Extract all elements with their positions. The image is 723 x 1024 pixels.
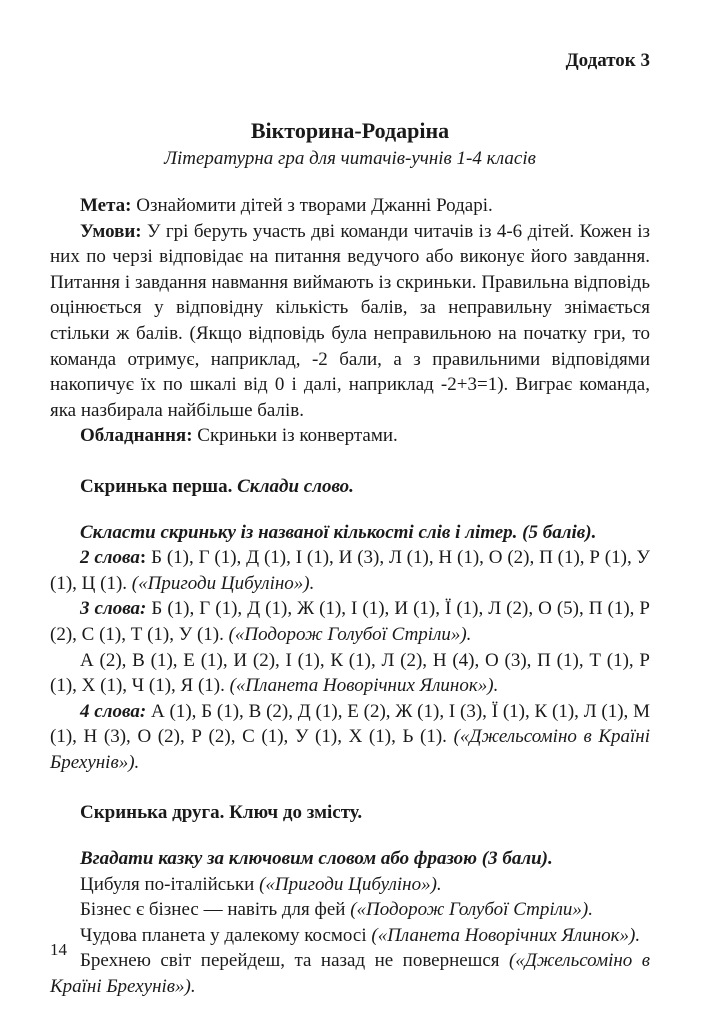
box2-heading: Скринька друга. Ключ до змісту. [80,802,363,824]
equipment-label: Обладнання: [80,425,193,447]
item-text: Чудова планета у далекому космосі [80,924,372,946]
item-book-title: («Пригоди Цибуліно»). [259,873,442,895]
equipment-paragraph [50,423,650,449]
item-book-title: («Пригоди Цибуліно»). [131,572,315,594]
box1-item [50,596,650,647]
item-text: Брехнею світ перейдеш, та назад не повернешся [80,950,509,972]
box2-item [50,948,650,999]
item-letters: А (1), Б (1), В (2), Д (1), Е (2), Ж (1), І (3), Ї (1), К (1), Л (1), М (1), Н (3), О (2), Р (2), С (1), У (1), Х (1), Ь (1). [50,700,650,748]
box1-item [50,648,650,699]
box1-task: Скласти скриньку із названої кількості слів і літер. (5 балів). [80,521,597,543]
item-label: 3 слова: [80,598,147,620]
item-text: Бізнес є бізнес — навіть для фей [80,899,351,921]
item-letters: Б (1), Г (1), Д (1), І (1), И (3), Л (1), Н (1), О (2), П (1), Р (1), У (1), Ц (1). [50,547,650,594]
box1-heading-italic: Склади слово. [237,475,354,497]
box2-item [50,897,650,923]
goal-text: Ознайомити дітей з творами Джанні Родарі. [131,195,493,216]
item-label-sep: : [139,547,147,569]
page-title: Вікторина-Родаріна [250,118,450,143]
rules-label: Умови: [80,220,142,242]
item-label: 2 слова [80,547,140,569]
item-book-title: («Джельсоміно в Країні Брехунів»). [50,726,650,773]
goal-label: Мета: [80,195,132,216]
item-book-title: («Подорож Голубої Стріли»). [350,899,594,921]
equipment-text: Скриньки із конвертами. [192,425,398,447]
document-body [50,193,650,1000]
item-book-title: («Подорож Голубої Стріли»). [228,623,472,645]
box2-task: Вгадати казку за ключовим словом або фразою (3 бали). [80,848,553,870]
box1-item [50,699,650,776]
box1-item [50,545,650,596]
appendix-label: Додаток 3 [565,50,650,71]
rules-paragraph [50,219,650,424]
page-subtitle: Літературна гра для читачів-учнів 1-4 класів [164,148,536,169]
item-letters: Б (1), Г (1), Д (1), Ж (1), І (1), И (1), Ї (1), Л (2), О (5), П (1), Р (2), С (1), Т (1), У (1). [50,598,650,645]
box1-heading [50,474,650,500]
page-number: 14 [50,940,67,959]
item-text: Цибуля по-італійськи [80,873,260,895]
box2-item [50,923,650,949]
document-page [50,0,650,1024]
goal-paragraph [50,193,650,219]
item-label: 4 слова: [80,700,147,722]
item-book-title: («Джельсоміно в Країні Брехунів»). [50,950,650,998]
rules-text: У грі беруть участь дві команди читачів із 4-6 дітей. Кожен із них по черзі відповідає на питання ведучого або виконує його завдання. Питання і завдання навмання виймають із скриньки. Правильна відповідь оцінюється у відповідну кількість балів, за неправильну знімається стільки ж балів. (Якщо відповідь була неправильною на початку гри, то команда отримує, наприклад, -2 бали, а з правильними відповідями накопичує їх по шкалі від 0 і далі, наприклад -2+3=1). Виграє команда, яка назбирала найбільше балів. [50,220,650,421]
box1-heading-plain: Скринька перша. [80,475,238,497]
item-book-title: («Планета Новорічних Ялинок»). [371,924,641,946]
box2-item [50,872,650,898]
item-book-title: («Планета Новорічних Ялинок»). [229,675,499,697]
item-letters: А (2), В (1), Е (1), И (2), І (1), К (1), Л (2), Н (4), О (3), П (1), Т (1), Р (1), Х (1), Ч (1), Я (1). [50,649,650,697]
